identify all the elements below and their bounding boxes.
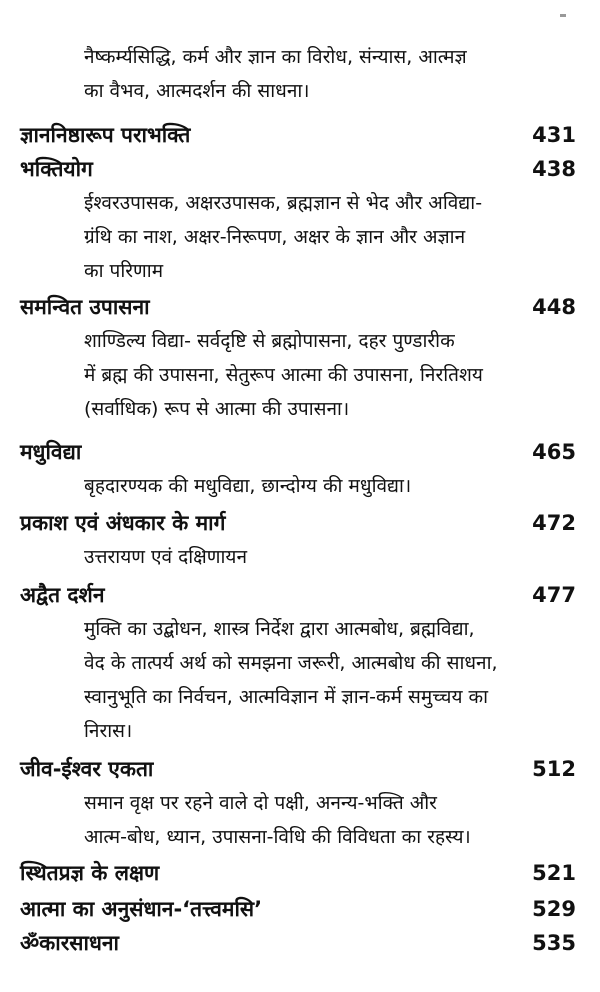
entry-page-number: 477 xyxy=(532,583,576,607)
description-line: ईश्वरउपासक, अक्षरउपासक, ब्रह्मज्ञान से भेद और अविद्या- xyxy=(84,192,483,214)
entry-title: भक्तियोग xyxy=(20,157,93,181)
description-line: ग्रंथि का नाश, अक्षर-निरूपण, अक्षर के ज्ञान और अज्ञान xyxy=(84,226,466,248)
toc-entry xyxy=(0,856,600,890)
description-line: शाण्डिल्य विद्या- सर्वदृष्टि से ब्रह्मोपासना, दहर पुण्डारीक xyxy=(84,330,455,352)
description-line: समान वृक्ष पर रहने वाले दो पक्षी, अनन्य-भक्ति और xyxy=(84,792,437,814)
toc-entry xyxy=(0,752,600,854)
entry-page-number: 472 xyxy=(532,511,576,535)
entry-description xyxy=(84,612,576,748)
entry-title: ॐकारसाधना xyxy=(20,931,119,955)
intro-block xyxy=(0,40,600,108)
entry-page-number: 448 xyxy=(532,295,576,319)
entry-title: स्थितप्रज्ञ के लक्षण xyxy=(20,861,160,885)
intro-description xyxy=(84,40,576,108)
entry-description xyxy=(84,786,576,854)
description-line: का परिणाम xyxy=(84,260,164,282)
entry-title: ज्ञाननिष्ठारूप पराभक्ति xyxy=(20,123,191,147)
entry-title: आत्मा का अनुसंधान-‘तत्त्वमसि’ xyxy=(20,897,263,921)
entry-description xyxy=(84,540,576,574)
toc-entry xyxy=(0,926,600,960)
toc-entry xyxy=(0,435,600,503)
toc-entry xyxy=(0,290,600,426)
entry-description xyxy=(84,469,576,503)
description-line: आत्म-बोध, ध्यान, उपासना-विधि की विविधता का रहस्य। xyxy=(84,826,471,848)
intro-line: का वैभव, आत्मदर्शन की साधना। xyxy=(84,80,310,102)
entry-page-number: 529 xyxy=(532,897,576,921)
entry-page-number: 438 xyxy=(532,157,576,181)
entry-title: समन्वित उपासना xyxy=(20,295,150,319)
entry-title: मधुविद्या xyxy=(20,440,82,464)
description-line: निरास। xyxy=(84,720,133,742)
description-line: बृहदारण्यक की मधुविद्या, छान्दोग्य की मधुविद्या। xyxy=(84,475,412,497)
description-line: मुक्ति का उद्बोधन, शास्त्र निर्देश द्वारा आत्मबोध, ब्रह्मविद्या, xyxy=(84,618,475,640)
description-line: में ब्रह्म की उपासना, सेतुरूप आत्मा की उपासना, निरतिशय xyxy=(84,364,483,386)
entry-description xyxy=(84,186,576,288)
entry-page-number: 465 xyxy=(532,440,576,464)
entry-description xyxy=(84,324,576,426)
toc-entry xyxy=(0,506,600,574)
toc-entry xyxy=(0,892,600,926)
entry-title: जीव-ईश्वर एकता xyxy=(20,757,154,781)
entry-page-number: 535 xyxy=(532,931,576,955)
description-line: स्वानुभूति का निर्वचन, आत्मविज्ञान में ज्ञान-कर्म समुच्चय का xyxy=(84,686,489,708)
entry-page-number: 512 xyxy=(532,757,576,781)
entry-title: प्रकाश एवं अंधकार के मार्ग xyxy=(20,511,226,535)
toc-entry xyxy=(0,152,600,288)
description-line: वेद के तात्पर्य अर्थ को समझना जरूरी, आत्मबोध की साधना, xyxy=(84,652,498,674)
entry-page-number: 521 xyxy=(532,861,576,885)
entry-page-number: 431 xyxy=(532,123,576,147)
description-line: (सर्वाधिक) रूप से आत्मा की उपासना। xyxy=(84,398,350,420)
intro-line: नैष्कर्म्यसिद्धि, कर्म और ज्ञान का विरोध, संन्यास, आत्मज्ञ xyxy=(84,46,467,68)
scan-mark xyxy=(560,14,566,17)
entry-title: अद्वैत दर्शन xyxy=(20,583,105,607)
toc-entry xyxy=(0,578,600,748)
toc-entry xyxy=(0,118,600,152)
description-line: उत्तरायण एवं दक्षिणायन xyxy=(84,546,247,568)
